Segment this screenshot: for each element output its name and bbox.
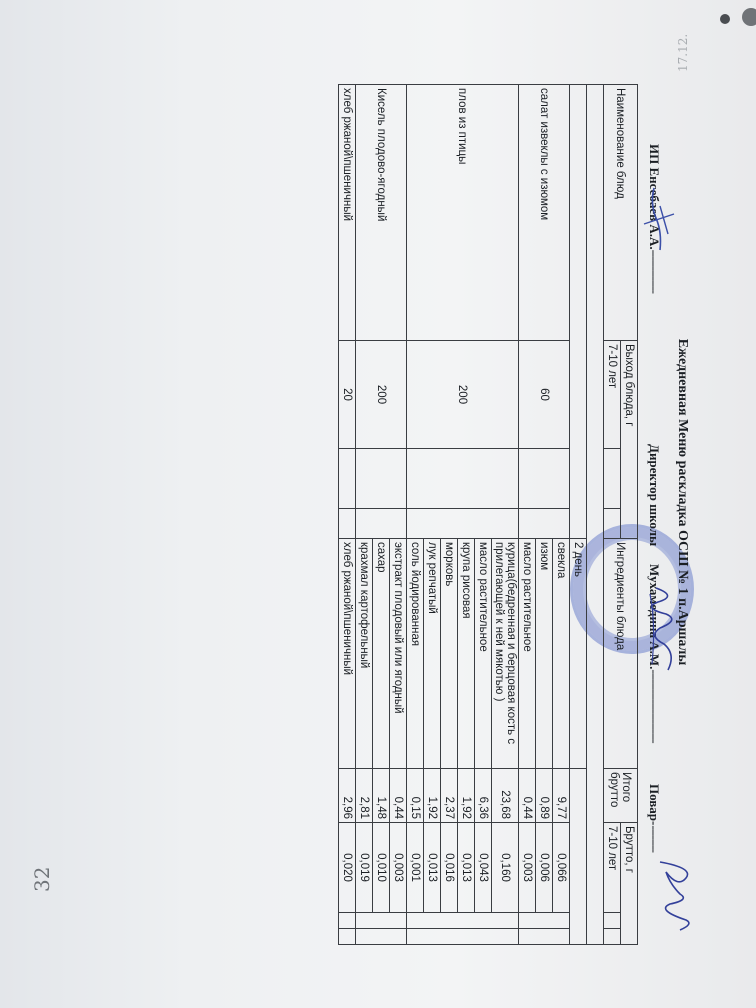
ingredient-name: курица(бедренная и берцовая кость с прилегающей к ней мякотью )	[492, 539, 519, 769]
empty-cell	[570, 85, 587, 539]
ingredient-gross: 0,013	[424, 823, 441, 913]
ingredient-gross: 0,003	[519, 823, 536, 913]
dish-name: плов из птицы	[407, 85, 519, 341]
cook-label: Повар---------	[647, 784, 662, 853]
empty-cell	[519, 929, 570, 945]
empty-cell	[570, 769, 587, 945]
document-title: Ежедневная Меню раскладка ОСШ № 1 п.Аршалы	[675, 338, 690, 666]
ingredient-gross: 0,020	[339, 823, 356, 913]
ingredient-name: масло растительное	[475, 539, 492, 769]
menu-sheet	[140, 24, 700, 980]
ingredient-gross: 0,006	[536, 823, 553, 913]
empty-cell	[587, 85, 604, 945]
ip-signature	[640, 184, 680, 254]
ingredient-gross: 0,019	[356, 823, 373, 913]
menu-table	[338, 84, 638, 945]
day-label: 2 день	[570, 539, 587, 769]
dish-name: салат извеклы с изюмом	[519, 85, 570, 341]
ingredient-gross: 0,010	[373, 823, 390, 913]
ingredient-gross: 0,043	[475, 823, 492, 913]
ingredient-total: 2,81	[356, 769, 373, 823]
ingredient-name: крупа рисовая	[458, 539, 475, 769]
ingredient-gross: 0,001	[407, 823, 424, 913]
header-ingredients: Ингредиенты блюда	[604, 539, 638, 769]
empty-cell	[356, 913, 407, 929]
header-dish: Наименование блюд	[604, 85, 638, 341]
empty-cell	[356, 929, 407, 945]
ingredient-gross: 0,016	[441, 823, 458, 913]
director-label: Директор школы	[647, 444, 662, 547]
empty-cell	[519, 449, 570, 509]
director-signature	[642, 584, 686, 674]
subheader-output-age: 7-10 лет	[604, 341, 621, 449]
table-row	[339, 85, 356, 945]
ingredient-gross: 0,160	[492, 823, 519, 913]
table-row	[390, 85, 407, 945]
ingredient-total: 0,15	[407, 769, 424, 823]
table-row	[553, 85, 570, 945]
ingredient-name: масло растительное	[519, 539, 536, 769]
ingredient-total: 23,68	[492, 769, 519, 823]
dish-name: хлеб ржаной\пшеничный	[339, 85, 356, 341]
ingredient-total: 1,48	[373, 769, 390, 823]
ingredient-name: свекла	[553, 539, 570, 769]
empty-cell	[519, 913, 570, 929]
ingredient-name: морковь	[441, 539, 458, 769]
empty-cell	[339, 449, 356, 509]
ingredient-name: экстракт плодовый или ягодный	[390, 539, 407, 769]
director-name: Мухамедина А.М.----------------------	[647, 564, 662, 743]
header-total: Итого брутто	[604, 769, 638, 823]
empty-cell	[604, 449, 621, 509]
empty-cell	[339, 913, 356, 929]
dish-output: 60	[519, 341, 570, 449]
ingredient-name: соль йодированная	[407, 539, 424, 769]
dish-output: 200	[356, 341, 407, 449]
day-row	[570, 85, 587, 945]
ingredient-gross: 0,066	[553, 823, 570, 913]
ingredient-name: хлеб ржаной\пшеничный	[339, 539, 356, 769]
ingredient-total: 0,89	[536, 769, 553, 823]
punch-hole	[742, 8, 756, 26]
ingredient-total: 0,44	[519, 769, 536, 823]
ingredient-total: 1,92	[424, 769, 441, 823]
header-row	[621, 85, 638, 945]
date-note: 17.12.	[676, 33, 690, 72]
cook-signature	[650, 854, 700, 934]
empty-cell	[339, 929, 356, 945]
empty-cell	[604, 929, 621, 945]
empty-cell	[407, 449, 519, 509]
ingredient-total: 6,36	[475, 769, 492, 823]
empty-cell	[356, 449, 407, 509]
empty-cell	[339, 509, 356, 539]
dish-output: 20	[339, 341, 356, 449]
ingredient-name: изюм	[536, 539, 553, 769]
ip-label: ИП Енсебаев А.А.-------------	[647, 144, 662, 293]
ingredient-total: 2,37	[441, 769, 458, 823]
ingredient-name: лук репчатый	[424, 539, 441, 769]
empty-cell	[604, 509, 621, 539]
empty-cell	[407, 913, 519, 929]
page-number-note: 32	[30, 866, 54, 892]
ingredient-gross: 0,003	[390, 823, 407, 913]
empty-cell	[407, 929, 519, 945]
spacer-row	[587, 85, 604, 945]
dish-name: Кисель плодово-ягодный	[356, 85, 407, 341]
empty-cell	[519, 509, 570, 539]
empty-cell	[356, 509, 407, 539]
subheader-gross-age: 7-10 лет	[604, 823, 621, 913]
punch-hole	[720, 14, 730, 24]
header-gross: Брутто, г	[621, 823, 638, 945]
ingredient-gross: 0,013	[458, 823, 475, 913]
ingredient-total: 9,77	[553, 769, 570, 823]
ingredient-name: сахар	[373, 539, 390, 769]
ingredient-name: крахмал картофельный	[356, 539, 373, 769]
header-output: Выход блюда, г	[621, 341, 638, 539]
ingredient-total: 2,96	[339, 769, 356, 823]
ingredient-total: 0,44	[390, 769, 407, 823]
ingredient-total: 1,92	[458, 769, 475, 823]
table-row	[492, 85, 519, 945]
empty-cell	[407, 509, 519, 539]
dish-output: 200	[407, 341, 519, 449]
empty-cell	[604, 913, 621, 929]
